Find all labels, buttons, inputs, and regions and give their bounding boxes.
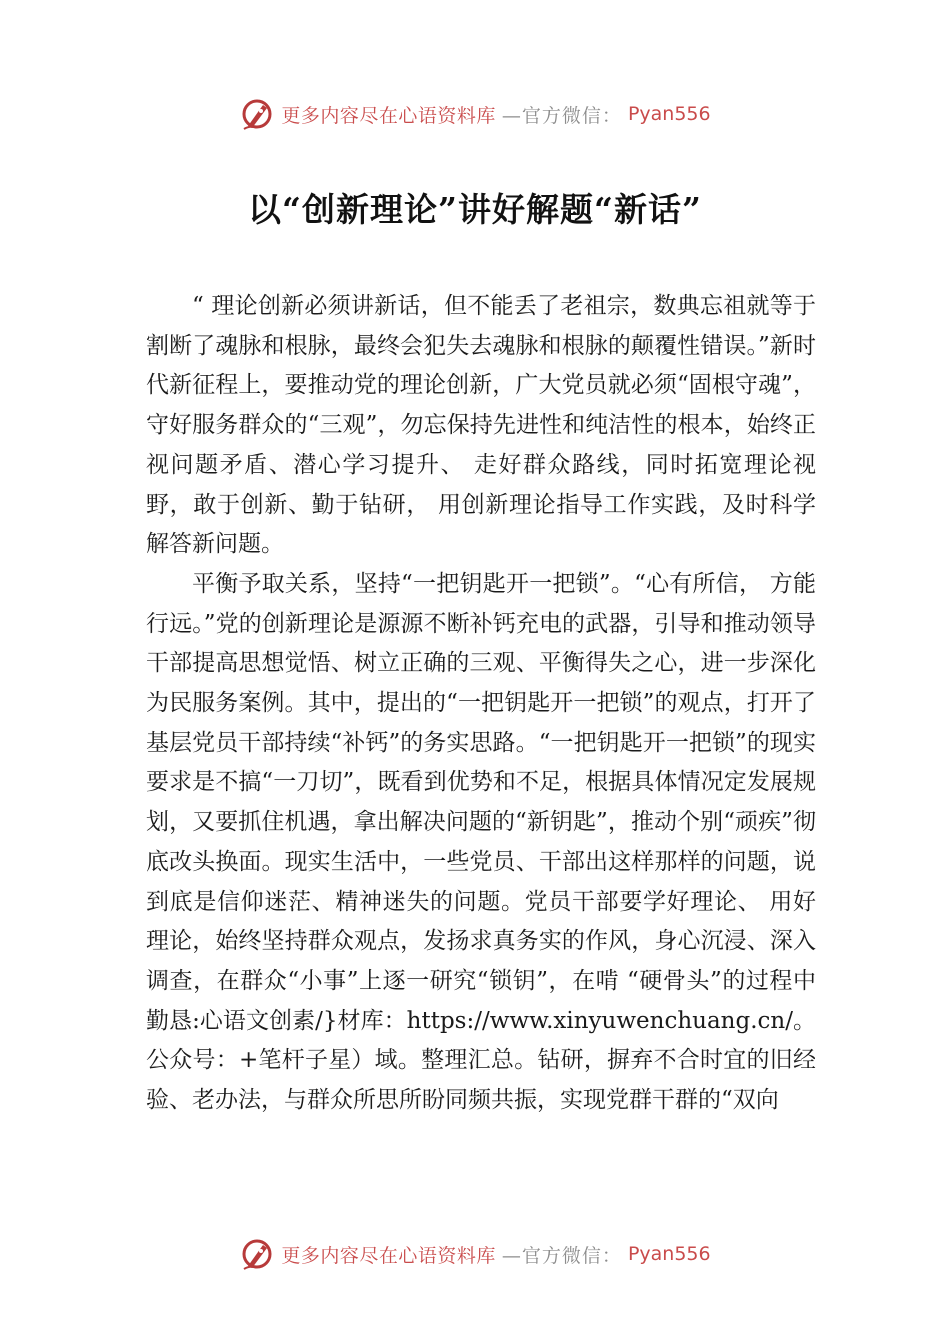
footer-watermark (0, 1232, 950, 1276)
document-body (146, 287, 816, 1207)
document-title: 以“创新理论”讲好解题“新话” (248, 190, 702, 229)
watermark-wechat-id: Pyan556 (627, 103, 711, 125)
pen-nib-circle-icon (239, 96, 275, 132)
pen-nib-circle-icon (239, 1236, 275, 1272)
watermark-side-text: —官方微信： (501, 104, 622, 127)
paragraph-2: 平衡予取关系，坚持“一把钥匙开一把锁”。“心有所信， 方能行远。”党的创新理论是源源不断补钙充电的武器，引导和推动领导干部提高思想觉悟、树立正确的三观、平衡得失之心，进一步深化为民服务案例。其中，提出的“一把钥匙开一把锁”的观点，打开了基层党员干部持续“补钙”的务实思路。“一把钥匙开一把锁”的现实要求是不搞“一刀切”，既看到优势和不足，根据具体情况定发展规划，又要抓住机遇，拿出解决问题的“新钥匙”，推动个别“顽疾”彻底改头换面。现实生活中，一些党员、干部出这样那样的问题，说到底是信仰迷茫、精神迷失的问题。党员干部要学好理论、 用好理论，始终坚持群众观点，发扬求真务实的作风，身心沉浸、深入调查，在群众“小事”上逐一研究“锁钥”，在啃 “硬骨头”的过程中勤恳:心语文创素/}材库：https://www.xinyuwenchuang.cn/。公众号：+笔杆子星）域。整理汇总。钻研，摒弃不合时宜的旧经验、老办法，与群众所思所盼同频共振，实现党群干群的“双向 (146, 570, 816, 1114)
watermark-side-text: —官方微信： (501, 1244, 622, 1267)
paragraph-1: “ 理论创新必须讲新话，但不能丢了老祖宗，数典忘祖就等于割断了魂脉和根脉，最终会犯失去魂脉和根脉的颠覆性错误。”新时代新征程上，要推动党的理论创新，广大党员就必须“固根守魂”，守好服务群众的“三观”，勿忘保持先进性和纯洁性的根本，始终正视问题矛盾、潜心学习提升、 走好群众路线，同时拓宽理论视野，敢于创新、勤于钻研， 用创新理论指导工作实践，及时科学解答新问题。 (146, 293, 816, 558)
watermark-wechat-id: Pyan556 (627, 1243, 711, 1265)
watermark-main-text: 更多内容尽在心语资料库 (281, 1244, 496, 1267)
watermark-main-text: 更多内容尽在心语资料库 (281, 104, 496, 127)
header-watermark (0, 92, 950, 136)
